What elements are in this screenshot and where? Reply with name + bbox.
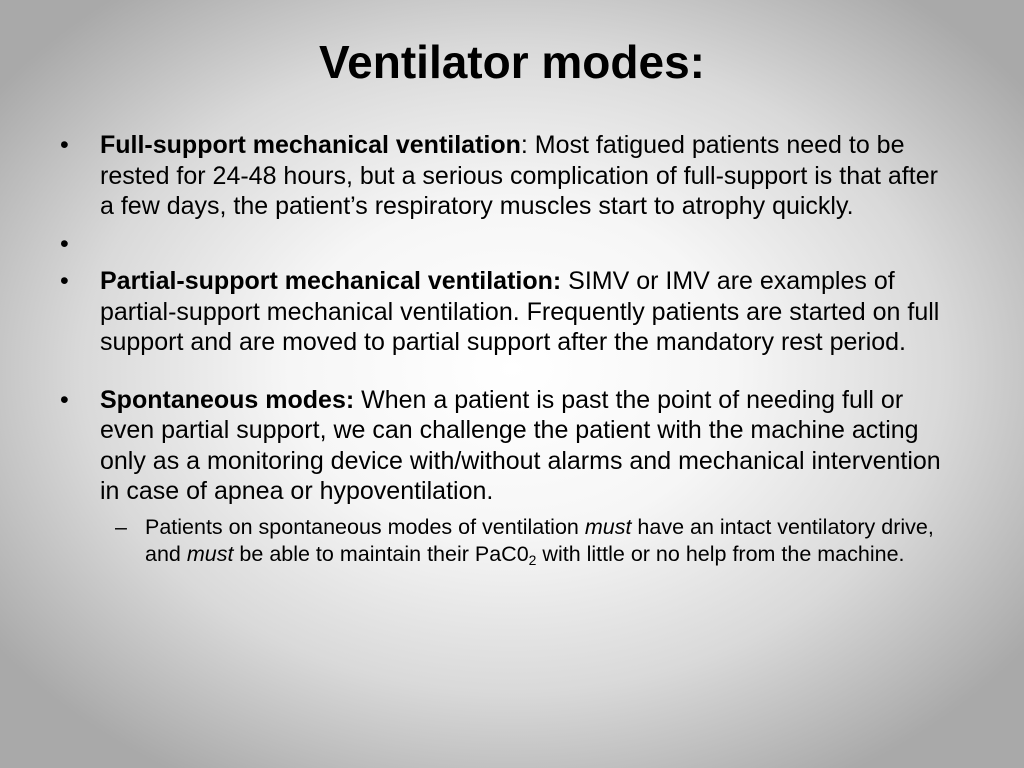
bullet-text: When a patient is past the point of needing full or even partial support, we can challenge the patient with the machine acting only as a monitoring device with/without alarms and mechanical intervention in case of apnea or hypoventilation. [100,385,941,505]
slide-content [60,130,955,569]
bullet-empty [60,229,955,260]
sub-bullet-text: be able to maintain their PaC0 [233,542,529,566]
bullet-term: Full-support mechanical ventilation [100,131,521,159]
bullet-full-support [60,130,955,222]
sub-bullet-text: Patients on spontaneous modes of ventilation [145,514,585,539]
sub-bullet-text: have an intact ventilatory drive, and [145,514,934,566]
bullet-term: Spontaneous modes: [100,385,355,414]
bullet-marker: • [60,229,69,258]
bullet-term: Partial-support mechanical ventilation: [100,267,562,295]
sub-bullet-marker: – [115,514,127,539]
slide-title: Ventilator modes: [319,36,705,88]
bullet-text: SIMV or IMV are examples of partial-support mechanical ventilation. Frequently patients are started on full support and are moved to partial support after the mandatory rest period. [100,267,940,356]
emphasis-must: must [186,542,234,566]
bullet-partial-support [60,266,955,358]
bullet-marker: • [60,131,69,159]
bullet-spontaneous-modes [60,385,955,507]
bullet-marker: • [60,385,69,414]
bullet-marker: • [60,267,69,295]
sub-bullet-spontaneous [115,514,955,569]
emphasis-must: must [584,514,632,539]
subscript-two: 2 [528,552,537,568]
sub-bullet-text: with little or no help from the machine. [536,542,905,566]
bullet-text: : Most fatigued patients need to be rested for 24-48 hours, but a serious complication of full-support is that after a few days, the patient’s respiratory muscles start to atrophy quickly. [100,131,938,220]
